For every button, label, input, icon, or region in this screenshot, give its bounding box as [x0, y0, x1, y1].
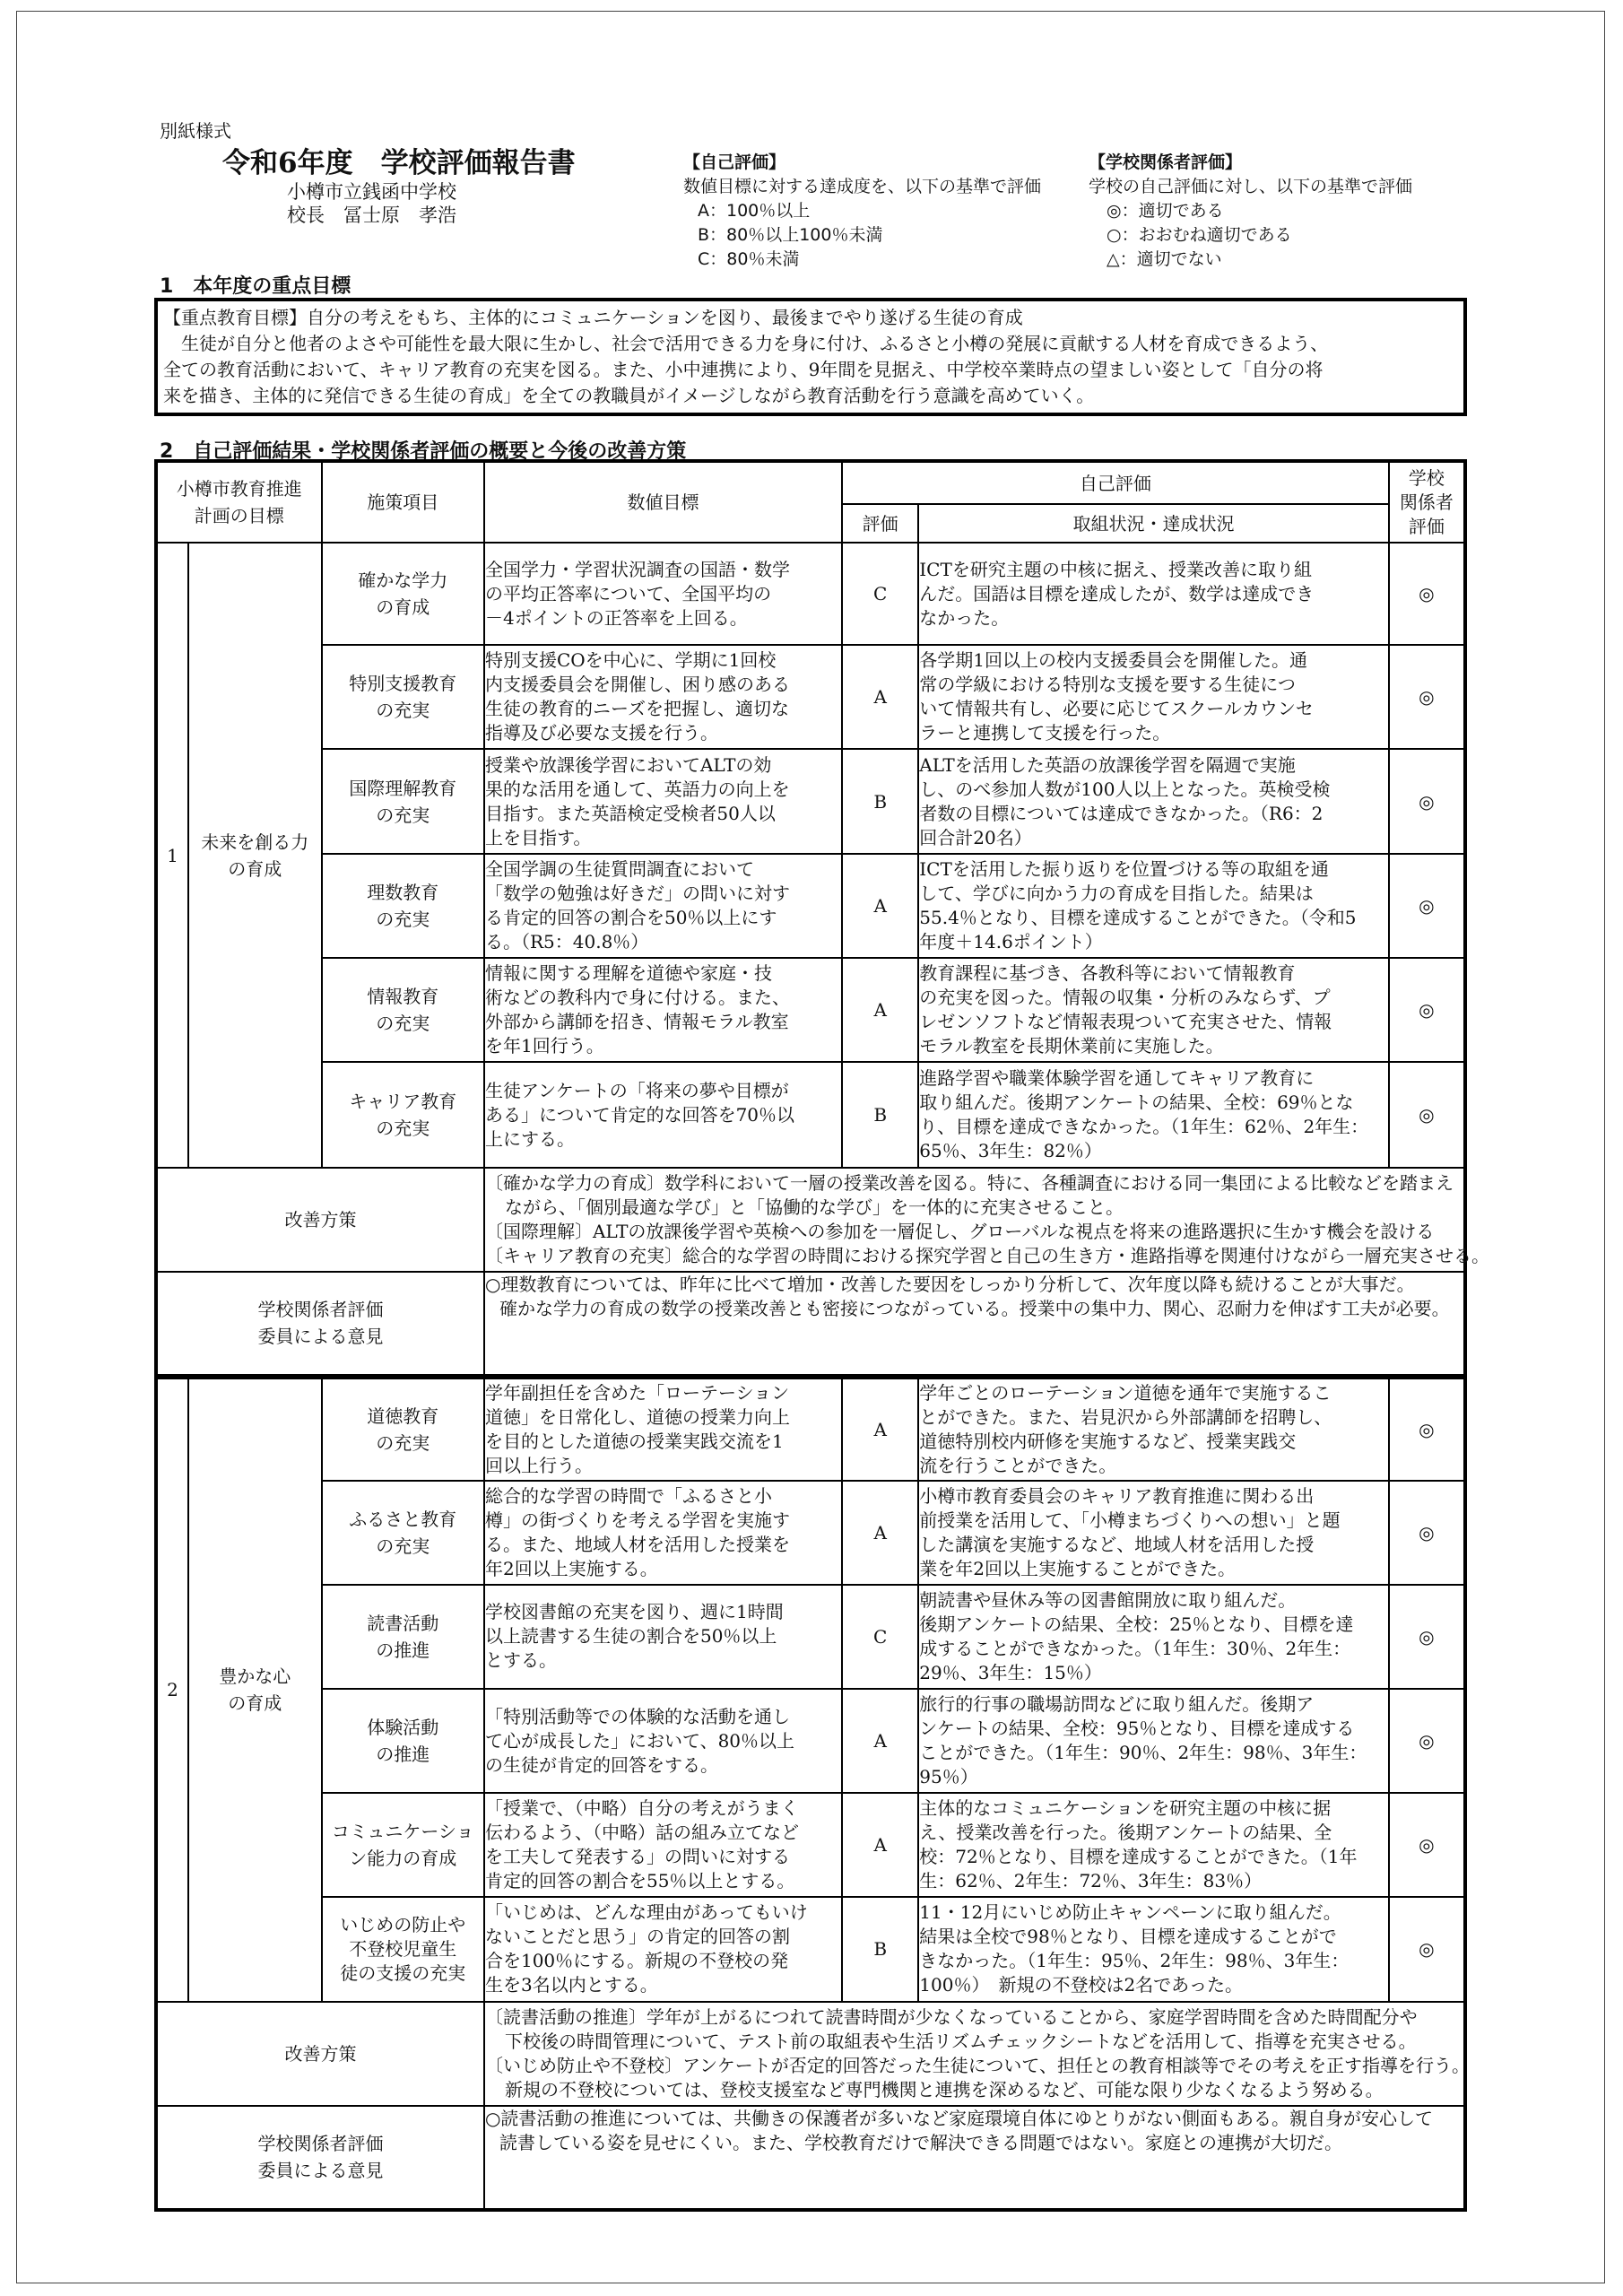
group-goal: 未来を創る力 の育成 — [188, 543, 321, 1168]
self-grade: A — [842, 1481, 918, 1585]
item-name: 体験活動 の推進 — [322, 1689, 484, 1793]
table-row — [156, 749, 1465, 853]
self-grade: C — [842, 543, 918, 645]
numeric-target: 学年副担任を含めた「ローテーション 道徳」を日常化し、道徳の授業力向上 を目的とした道徳の授業実践交流を1 回以上行う。 — [484, 1377, 842, 1481]
table-row — [156, 543, 1465, 645]
opinion-text — [484, 1272, 1465, 1376]
improvement-line: 新規の不登校については、登校支援室など専門機関と連携を深めるなど、可能な限り少なくなるよう努める。 — [504, 2078, 1384, 2100]
numeric-target: 全国学調の生徒質問調査において 「数学の勉強は好きだ」の問いに対す る肯定的回答の割合を50％以上にす る。（R5：40.8％） — [484, 854, 842, 958]
legend-rel-desc: 学校の自己評価に対し、以下の基準で評価 — [1089, 177, 1413, 196]
self-grade: A — [842, 958, 918, 1062]
legend-self-item: B：80％以上100％未満 — [698, 225, 883, 245]
item-name: 特別支援教育 の充実 — [322, 645, 484, 749]
self-grade: A — [842, 1689, 918, 1793]
relation-eval: ◎ — [1389, 1689, 1465, 1793]
numeric-target: 「いじめは、どんな理由があってもいけ ないことだと思う」の肯定的回答の割 合を100％にする。新規の不登校の発 生を3名以内とする。 — [484, 1897, 842, 2001]
legend-self-item: C：80％未満 — [698, 249, 800, 269]
section2-heading: 2 自己評価結果・学校関係者評価の概要と今後の改善方策 — [160, 440, 687, 463]
relation-eval: ◎ — [1389, 1062, 1465, 1168]
improvement-line: 〔キャリア教育の充実〕総合的な学習の時間における探究学習と自己の生き方・進路指導を関連付けながら一層充実させる。 — [484, 1245, 1489, 1267]
opinion-row — [156, 1272, 1465, 1376]
relation-eval: ◎ — [1389, 854, 1465, 958]
opinion-label: 学校関係者評価 委員による意見 — [156, 2106, 484, 2210]
status-text: 旅行的行事の職場訪問などに取り組んだ。後期ア ンケートの結果、全校：95％となり、目標を達成する ことができた。（1年生：90％、2年生：98％、3年生： 95％） — [918, 1689, 1388, 1793]
improvement-line: 〔確かな学力の育成〕数学科において一層の授業改善を図る。特に、各種調査における同一集団による比較などを踏まえ — [484, 1172, 1454, 1195]
goal-line: 全ての教育活動において、キャリア教育の充実を図る。また、小中連携により、9年間を見据え、中学校卒業時点の望ましい姿として「自分の将 — [163, 359, 1324, 380]
status-text: 朝読書や昼休み等の図書館開放に取り組んだ。 後期アンケートの結果、全校：25％となり、目標を達 成することができなかった。（1年生：30％、2年生： 29％、3年生：15％） — [918, 1585, 1388, 1689]
legend-rel-item: ○：おおむね適切である — [1107, 225, 1292, 245]
group-number: 2 — [156, 1377, 188, 2002]
item-name: コミュニケーショ ン能力の育成 — [322, 1793, 484, 1897]
header-grade: 評価 — [842, 504, 918, 543]
header-goal: 小樽市教育推進 計画の目標 — [156, 461, 322, 543]
item-name: 情報教育 の充実 — [322, 958, 484, 1062]
legend-self — [683, 151, 1041, 272]
table-row — [156, 854, 1465, 958]
table-row — [156, 1377, 1465, 1481]
opinion-line: ○読書活動の推進については、共働きの保護者が多いなど家庭環境自体にゆとりがない側面もある。親自身が安心して — [484, 2107, 1434, 2129]
numeric-target: 全国学力・学習状況調査の国語・数学 の平均正答率について、全国平均の －4ポイントの正答率を上回る。 — [484, 543, 842, 645]
numeric-target: 授業や放課後学習においてALTの効 果的な活用を通して、英語力の向上を 目指す。また英語検定受検者50人以 上を目指す。 — [484, 749, 842, 853]
numeric-target: 特別支援COを中心に、学期に1回校 内支援委員会を開催し、困り感のある 生徒の教育的ニーズを把握し、適切な 指導及び必要な支援を行う。 — [484, 645, 842, 749]
self-grade: B — [842, 1897, 918, 2001]
numeric-target: 学校図書館の充実を図り、週に1時間 以上読書する生徒の割合を50％以上 とする。 — [484, 1585, 842, 1689]
status-text: 進路学習や職業体験学習を通してキャリア教育に 取り組んだ。後期アンケートの結果、全校：69％とな り、目標を達成できなかった。（1年生：62％、2年生： 65％、3年生：82％） — [918, 1062, 1388, 1168]
table-row — [156, 1793, 1465, 1897]
self-grade: B — [842, 749, 918, 853]
section1-heading: 1 本年度の重点目標 — [160, 275, 352, 298]
table-row — [156, 645, 1465, 749]
relation-eval: ◎ — [1389, 1897, 1465, 2001]
school-name: 小樽市立銭函中学校 — [287, 181, 456, 203]
legend-rel-item: △：適切でない — [1107, 249, 1222, 269]
table-row — [156, 1897, 1465, 2001]
legend-relation — [1089, 151, 1412, 272]
legend-self-heading: 【自己評価】 — [683, 152, 786, 172]
group-number: 1 — [156, 543, 188, 1168]
relation-eval: ◎ — [1389, 1481, 1465, 1585]
header-item: 施策項目 — [322, 461, 484, 543]
improvement-row — [156, 2002, 1465, 2106]
self-grade: C — [842, 1585, 918, 1689]
item-name: 理数教育 の充実 — [322, 854, 484, 958]
relation-eval: ◎ — [1389, 1377, 1465, 1481]
item-name: キャリア教育 の充実 — [322, 1062, 484, 1168]
relation-eval: ◎ — [1389, 1585, 1465, 1689]
numeric-target: 情報に関する理解を道徳や家庭・技 術などの教科内で身に付ける。また、 外部から講師を招き、情報モラル教室 を年1回行う。 — [484, 958, 842, 1062]
goal-line: 生徒が自分と他者のよさや可能性を最大限に生かし、社会で活用できる力を身に付け、ふるさと小樽の発展に貢献する人材を育成できるよう、 — [163, 333, 1329, 354]
status-text: ICTを研究主題の中核に据え、授業改善に取り組 んだ。国語は目標を達成したが、数学は達成でき なかった。 — [918, 543, 1388, 645]
evaluation-table — [154, 459, 1489, 2212]
status-text: 小樽市教育委員会のキャリア教育推進に関わる出 前授業を活用して、「小樽まちづくりへの想い」と題 した講演を実施するなど、地域人材を活用した授 業を年2回以上実施することができた。 — [918, 1481, 1388, 1585]
item-name: 読書活動 の推進 — [322, 1585, 484, 1689]
relation-eval: ◎ — [1389, 958, 1465, 1062]
improvement-line: 〔読書活動の推進〕学年が上がるにつれて読書時間が少なくなっていることから、家庭学習時間を含めた時間配分や — [484, 2005, 1418, 2028]
opinion-line: 読書している姿を見せにくい。また、学校教育だけで解決できる問題ではない。家庭との連携が大切だ。 — [499, 2131, 1342, 2153]
improvement-line: 下校後の時間管理について、テスト前の取組表や生活リズムチェックシートなどを活用して、指導を充実させる。 — [504, 2030, 1417, 2052]
header-rel-eval: 学校 関係者 評価 — [1389, 461, 1465, 543]
improvement-text — [484, 2002, 1470, 2106]
numeric-target: 「授業で、（中略）自分の考えがうまく 伝わるよう、（中略）話の組み立てなど を工夫して発表する」の問いに対する 肯定的回答の割合を55％以上とする。 — [484, 1793, 842, 1897]
legend-rel-heading: 【学校関係者評価】 — [1089, 152, 1243, 172]
page-title: 令和6年度 学校評価報告書 — [222, 147, 576, 179]
improvement-text — [484, 1168, 1489, 1272]
status-text: 教育課程に基づき、各教科等において情報教育 の充実を図った。情報の収集・分析のみならず、プ レゼンソフトなど情報表現ついて充実させた、情報 モラル教室を長期休業前に実施した。 — [918, 958, 1388, 1062]
item-name: いじめの防止や 不登校児童生 徒の支援の充実 — [322, 1897, 484, 2001]
item-name: ふるさと教育 の充実 — [322, 1481, 484, 1585]
opinion-text — [484, 2106, 1465, 2210]
numeric-target: 総合的な学習の時間で「ふるさと小 樽」の街づくりを考える学習を実施す る。また、地域人材を活用した授業を 年2回以上実施する。 — [484, 1481, 842, 1585]
improvement-label: 改善方策 — [156, 1168, 484, 1272]
table-row — [156, 1689, 1465, 1793]
numeric-target: 生徒アンケートの「将来の夢や目標が ある」について肯定的な回答を70％以 上にする。 — [484, 1062, 842, 1168]
opinion-row — [156, 2106, 1465, 2210]
goal-line: 来を描き、主体的に発信できる生徒の育成」を全ての教職員がイメージしながら教育活動を行う意識を高めていく。 — [163, 385, 1095, 406]
relation-eval: ◎ — [1389, 749, 1465, 853]
relation-eval: ◎ — [1389, 645, 1465, 749]
status-text: ICTを活用した振り返りを位置づける等の取組を通 して、学びに向かう力の育成を目指した。結果は 55.4％となり、目標を達成することができた。（令和5 年度＋14.6ポイント） — [918, 854, 1388, 958]
goal-line: 【重点教育目標】自分の考えをもち、主体的にコミュニケーションを図り、最後までやり遂げる生徒の育成 — [163, 307, 1023, 328]
item-name: 道徳教育 の充実 — [322, 1377, 484, 1481]
opinion-line: 確かな学力の育成の数学の授業改善とも密接につながっている。授業中の集中力、関心、忍耐力を伸ばす工夫が必要。 — [499, 1298, 1450, 1320]
relation-eval: ◎ — [1389, 1793, 1465, 1897]
status-text: 各学期1回以上の校内支援委員会を開催した。通 常の学級における特別な支援を要する生徒につ いて情報共有し、必要に応じてスクールカウンセ ラーと連携して支援を行った。 — [918, 645, 1388, 749]
self-grade: A — [842, 854, 918, 958]
table-row — [156, 1481, 1465, 1585]
legend-rel-item: ◎：適切である — [1107, 201, 1224, 221]
header-target: 数値目標 — [484, 461, 842, 543]
header-status: 取組状況・達成状況 — [918, 504, 1388, 543]
form-label: 別紙様式 — [160, 120, 231, 142]
opinion-line: ○理数教育については、昨年に比べて増加・改善した要因をしっかり分析して、次年度以降も続けることが大事だ。 — [484, 1274, 1415, 1296]
status-text: ALTを活用した英語の放課後学習を隔週で実施 し、のべ参加人数が100人以上となった。英検受検 者数の目標については達成できなかった。（R6：2 回合計20名） — [918, 749, 1388, 853]
status-text: 学年ごとのローテーション道徳を通年で実施するこ とができた。また、岩見沢から外部講師を招聘し、 道徳特別校内研修を実施するなど、授業実践交 流を行うことができた。 — [918, 1377, 1388, 1481]
self-grade: A — [842, 1793, 918, 1897]
opinion-label: 学校関係者評価 委員による意見 — [156, 1272, 484, 1376]
principal-name: 校長 冨士原 孝浩 — [287, 204, 456, 226]
legend-self-item: A：100％以上 — [698, 201, 811, 221]
improvement-line: 〔国際理解〕ALTの放課後学習や英検への参加を一層促し、グローバルな視点を将来の進路選択に生かす機会を設ける — [484, 1221, 1435, 1243]
table-row — [156, 1585, 1465, 1689]
legend-self-desc: 数値目標に対する達成度を、以下の基準で評価 — [683, 177, 1042, 196]
group-goal: 豊かな心 の育成 — [188, 1377, 321, 2002]
self-grade: A — [842, 645, 918, 749]
item-name: 国際理解教育 の充実 — [322, 749, 484, 853]
header-self-eval: 自己評価 — [842, 461, 1389, 504]
self-grade: A — [842, 1377, 918, 1481]
relation-eval: ◎ — [1389, 543, 1465, 645]
table-row — [156, 958, 1465, 1062]
table-row — [156, 1062, 1465, 1168]
improvement-line: 〔いじめ防止や不登校〕アンケートが否定的回答だった生徒について、担任との教育相談等でその考えを正す指導を行う。 — [484, 2054, 1470, 2076]
improvement-label: 改善方策 — [156, 2002, 484, 2106]
improvement-row — [156, 1168, 1465, 1272]
status-text: 主体的なコミュニケーションを研究主題の中核に据 え、授業改善を行った。後期アンケートの結果、全 校：72％となり、目標を達成することができた。（1年 生：62％、2年生：72％、3年生：83％） — [918, 1793, 1388, 1897]
item-name: 確かな学力 の育成 — [322, 543, 484, 645]
self-grade: B — [842, 1062, 918, 1168]
improvement-line: ながら、「個別最適な学び」と「協働的な学び」を一体的に充実させること。 — [504, 1196, 1124, 1219]
priority-goal-box — [154, 298, 1467, 416]
status-text: 11・12月にいじめ防止キャンペーンに取り組んだ。 結果は全校で98％となり、目標を達成することがで きなかった。（1年生：95％、2年生：98％、3年生： 100％） 新規の不登校は2名であった。 — [918, 1897, 1388, 2001]
numeric-target: 「特別活動等での体験的な活動を通し て心が成長した」において、80％以上 の生徒が肯定的回答をする。 — [484, 1689, 842, 1793]
